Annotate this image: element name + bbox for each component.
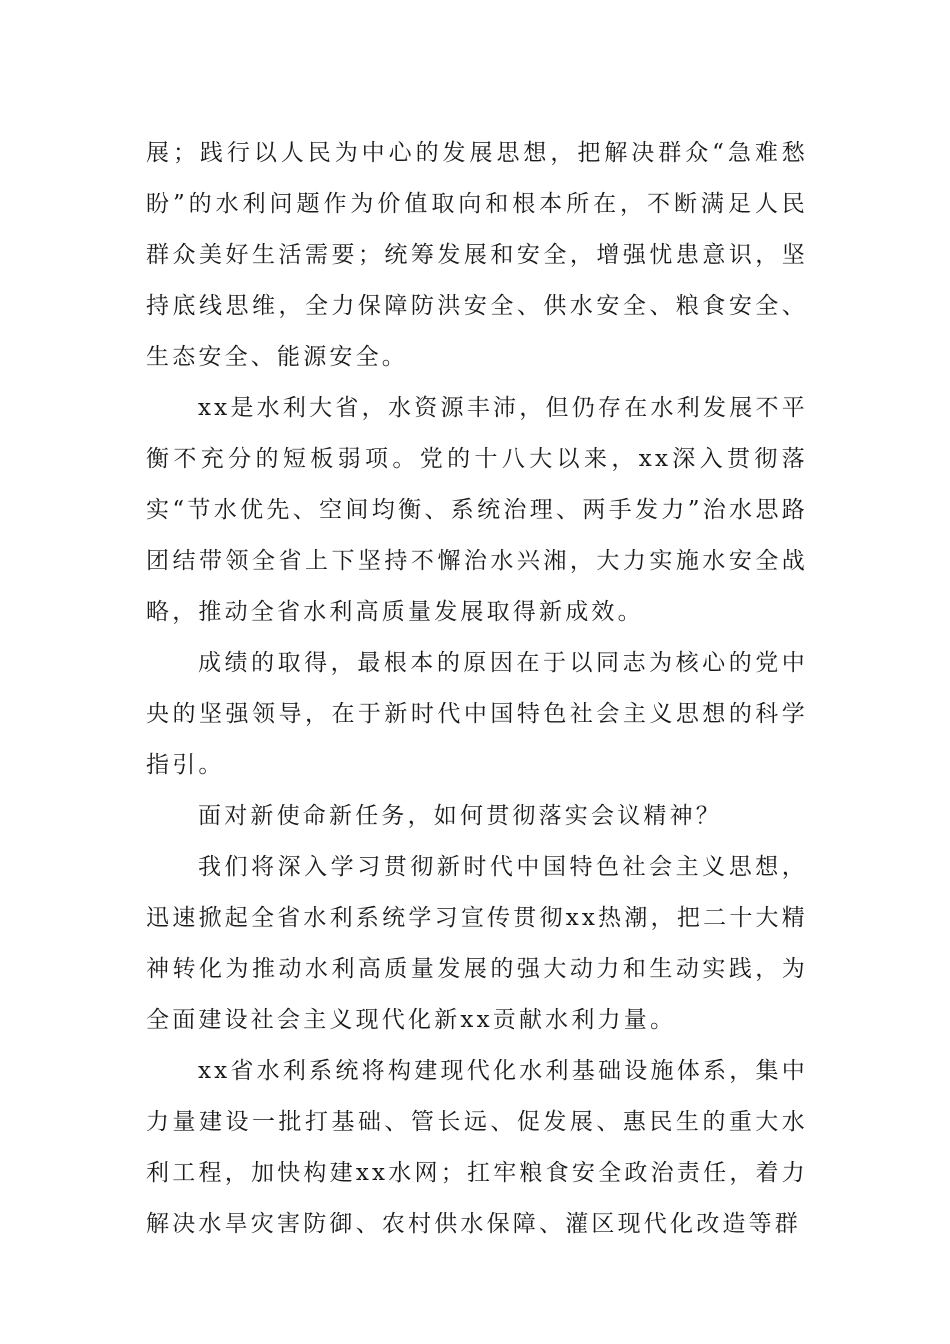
paragraph-6: xx省水利系统将构建现代化水利基础设施体系，集中力量建设一批打基础、管长远、促发展、惠民生的重大水利工程，加快构建xx水网；扛牢粮食安全政治责任，着力解决水旱灾害防御、农村供水保障、灌区现代化改造等群: [146, 1058, 808, 1237]
paragraph-4: 面对新使命新任务，如何贯彻落实会议精神？: [198, 803, 722, 829]
paragraph-2: xx是水利大省，水资源丰沛，但仍存在水利发展不平衡不充分的短板弱项。党的十八大以来，xx深入贯彻落实“节水优先、空间均衡、系统治理、两手发力”治水思路团结带领全省上下坚持不懈治水兴湘，大力实施水安全战略，推动全省水利高质量发展取得新成效。: [146, 395, 808, 625]
paragraph-1: 展；践行以人民为中心的发展思想，把解决群众“急难愁盼”的水利问题作为价值取向和根本所在，不断满足人民群众美好生活需要；统筹发展和安全，增强忧患意识，坚持底线思维，全力保障防洪安全、供水安全、粮食安全、生态安全、能源安全。: [146, 140, 808, 370]
document-body: [146, 128, 808, 1250]
paragraph-5: 我们将深入学习贯彻新时代中国特色社会主义思想，迅速掀起全省水利系统学习宣传贯彻xx热潮，把二十大精神转化为推动水利高质量发展的强大动力和生动实践，为全面建设社会主义现代化新xx贡献水利力量。: [146, 854, 808, 1033]
paragraph-3: 成绩的取得，最根本的原因在于以同志为核心的党中央的坚强领导，在于新时代中国特色社会主义思想的科学指引。: [146, 650, 808, 778]
